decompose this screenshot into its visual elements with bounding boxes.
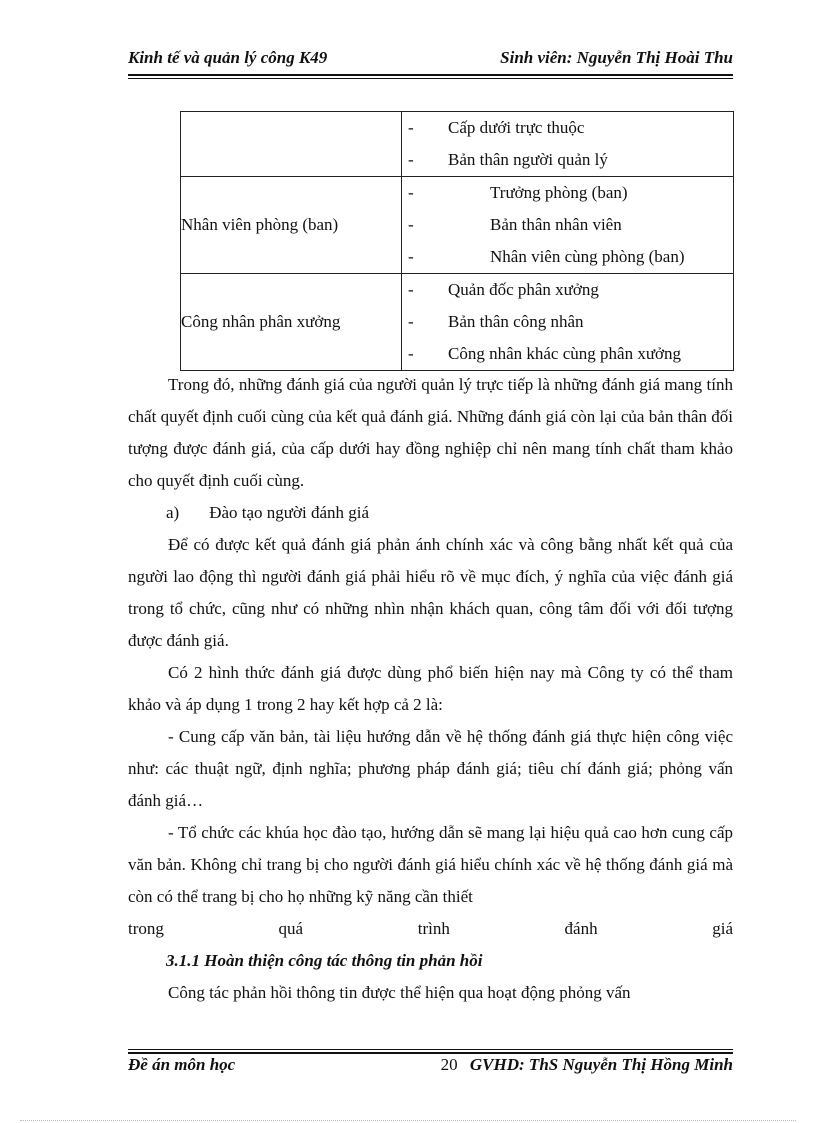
list-item: - Nhân viên cùng phòng (ban) [408,247,685,266]
paragraph: Trong đó, những đánh giá của người quản lý trực tiếp là những đánh giá mang tính chất quyết định cuối cùng của kết quả đánh giá. Những đánh giá còn lại của bản thân đối tượng được đánh giá, của cấp dưới hay đồng nghiệp chỉ nên mang tính chất tham khảo cho quyết định cuối cùng. [128,375,733,490]
header-course: Kinh tế và quản lý công K49 [128,48,328,67]
list-item: - Bản thân công nhân [408,312,584,331]
role-cell [181,112,402,177]
table-row [181,112,734,177]
evaluator-table [180,111,734,371]
section-heading: 3.1.1 Hoàn thiện công tác thông tin phản hồi [166,951,483,970]
role-cell: Công nhân phân xưởng [181,274,402,371]
evaluators-cell [402,177,734,274]
list-item: - Bản thân nhân viên [408,215,622,234]
footer-supervisor: GVHD: ThS Nguyễn Thị Hồng Minh [469,1055,733,1074]
list-item: - Trưởng phòng (ban) [408,183,628,202]
page-header [128,48,733,68]
paragraph-last-line: trong quá trình đánh giá [128,919,733,938]
paragraph: Công tác phản hồi thông tin được thể hiện qua hoạt động phỏng vấn [168,983,631,1002]
list-item: - Bản thân người quản lý [408,150,608,169]
page-number: 20 [440,1055,458,1074]
list-item: - Quản đốc phân xưởng [408,280,599,299]
page-footer [128,1055,733,1075]
header-rule [128,74,733,79]
bullet-paragraph: - Tổ chức các khúa học đào tạo, hướng dẫn sẽ mang lại hiệu quả cao hơn cung cấp văn bản. Không chỉ trang bị cho người đánh giá hiểu chính xác về hệ thống đánh giá mà còn có thể trang bị cho họ những kỹ năng cần thiết [128,823,733,906]
evaluators-cell [402,112,734,177]
bullet-paragraph: - Cung cấp văn bản, tài liệu hướng dẫn về hệ thống đánh giá thực hiện công việc như: các thuật ngữ, định nghĩa; phương pháp đánh giá; tiêu chí đánh giá; phỏng vấn đánh giá… [128,727,733,810]
page-edge [20,1120,796,1121]
footer-rule [128,1049,733,1054]
list-item: - Công nhân khác cùng phân xưởng [408,344,682,363]
paragraph: Có 2 hình thức đánh giá được dùng phổ biến hiện nay mà Công ty có thể tham khảo và áp dụng 1 trong 2 hay kết hợp cả 2 là: [128,663,733,714]
paragraph: Để có được kết quả đánh giá phản ánh chính xác và công bằng nhất kết quả của người lao động thì người đánh giá phải hiểu rõ về mục đích, ý nghĩa của việc đánh giá trong tổ chức, cũng như có những nhìn nhận khách quan, công tâm đối với đối tượng được đánh giá. [128,535,733,650]
table-row [181,177,734,274]
table-row [181,274,734,371]
footer-subject: Đề án môn học [128,1055,236,1074]
role-cell: Nhân viên phòng (ban) [181,177,402,274]
body-content [128,369,733,1009]
footer-right-group [441,1055,733,1075]
evaluators-cell [402,274,734,371]
list-item: - Cấp dưới trực thuộc [408,118,585,137]
list-item-a: a) Đào tạo người đánh giá [166,503,370,522]
header-student: Sinh viên: Nguyễn Thị Hoài Thu [500,48,733,67]
